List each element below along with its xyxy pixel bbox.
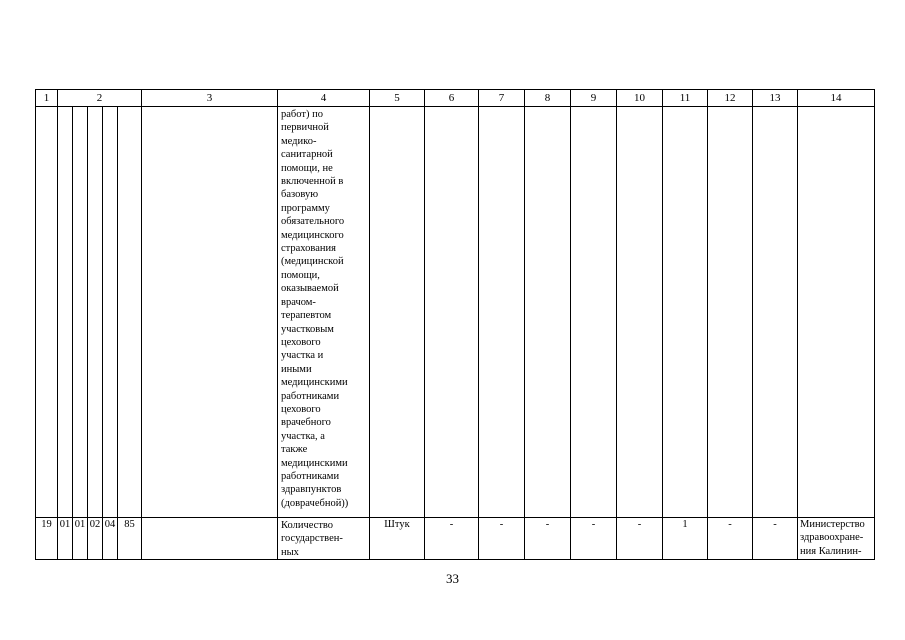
table-row (36, 518, 875, 560)
header-col-13: 13 (753, 90, 798, 107)
code-subcolumns (58, 107, 141, 517)
continued-line: медицинскими (281, 457, 348, 469)
header-col-3: 3 (142, 90, 278, 107)
cell-col-12 (708, 107, 753, 518)
continued-row (36, 107, 875, 518)
cell-col-3 (142, 518, 278, 560)
responsible-line: ния Калинин- (800, 545, 862, 557)
continued-line: работ) по (281, 109, 323, 120)
continued-line: (медицинской (281, 256, 344, 268)
value-col-11: 1 (663, 518, 708, 560)
continued-line: оказываемой (281, 283, 339, 295)
code-5: 85 (117, 518, 141, 559)
header-col-2: 2 (58, 90, 142, 107)
continued-line: медико- (281, 135, 317, 147)
continued-line: санитарной (281, 149, 333, 161)
continued-line: первичной (281, 122, 329, 134)
continued-line: медицинскими (281, 377, 348, 389)
column-number-row (36, 90, 875, 107)
continued-description (278, 107, 370, 518)
header-col-8: 8 (525, 90, 571, 107)
cell-col-3 (142, 107, 278, 518)
cell-col-5 (370, 107, 425, 518)
code-cells (58, 518, 142, 560)
continued-line: врачом- (281, 296, 316, 308)
continued-line: терапевтом (281, 310, 332, 322)
header-col-12: 12 (708, 90, 753, 107)
indicator-name (278, 518, 370, 560)
continued-line: помощи, не (281, 162, 333, 174)
continued-line: цехового (281, 403, 321, 415)
row-number: 19 (36, 518, 58, 560)
continued-line: цехового (281, 336, 321, 348)
document-table (35, 89, 875, 560)
header-col-9: 9 (571, 90, 617, 107)
cell-col-8 (525, 107, 571, 518)
header-col-4: 4 (278, 90, 370, 107)
unit: Штук (370, 518, 425, 560)
cell-col-14 (798, 107, 875, 518)
responsible-line: здравоохране- (800, 532, 864, 544)
continued-line: помощи, (281, 269, 320, 281)
code-2: 01 (72, 518, 87, 559)
header-col-10: 10 (617, 90, 663, 107)
header-col-5: 5 (370, 90, 425, 107)
indicator-line: Количество (281, 520, 334, 531)
indicator-line: государствен- (281, 533, 343, 545)
code-4: 04 (102, 518, 117, 559)
continued-line: базовую (281, 189, 319, 201)
continued-lines (281, 108, 367, 510)
code-1: 01 (59, 519, 71, 530)
continued-line: включенной в (281, 176, 344, 188)
code-cells (58, 107, 142, 518)
cell-col-10 (617, 107, 663, 518)
value-col-13: - (753, 518, 798, 560)
cell-col-13 (753, 107, 798, 518)
value-col-9: - (571, 518, 617, 560)
continued-line: медицинского (281, 229, 344, 241)
cell-col-11 (663, 107, 708, 518)
header-col-11: 11 (663, 90, 708, 107)
value-col-7: - (479, 518, 525, 560)
value-col-12: - (708, 518, 753, 560)
code-3: 02 (87, 518, 102, 559)
indicator-line: ных (281, 546, 299, 558)
header-col-7: 7 (479, 90, 525, 107)
continued-line: обязательного (281, 216, 345, 228)
value-col-10: - (617, 518, 663, 560)
continued-line: здравпунктов (281, 484, 342, 496)
responsible-line: Министерство (800, 519, 865, 530)
value-col-6: - (425, 518, 479, 560)
continued-line: страхования (281, 243, 336, 255)
cell-col-1 (36, 107, 58, 518)
value-col-8: - (525, 518, 571, 560)
continued-line: врачебного (281, 417, 331, 429)
code-subcolumns (58, 518, 141, 559)
continued-line: также (281, 444, 308, 456)
continued-line: участка и (281, 350, 324, 362)
page-number: 33 (446, 571, 459, 586)
continued-line: иными (281, 363, 312, 375)
responsible-body (798, 518, 875, 560)
cell-col-6 (425, 107, 479, 518)
continued-line: участковым (281, 323, 334, 335)
cell-col-7 (479, 107, 525, 518)
continued-line: (доврачебной)) (281, 497, 349, 509)
continued-line: участка, а (281, 430, 325, 442)
header-col-14: 14 (798, 90, 875, 107)
continued-line: работниками (281, 470, 340, 482)
continued-line: работниками (281, 390, 340, 402)
header-col-6: 6 (425, 90, 479, 107)
cell-col-9 (571, 107, 617, 518)
continued-line: программу (281, 202, 330, 214)
header-col-1: 1 (36, 90, 58, 107)
